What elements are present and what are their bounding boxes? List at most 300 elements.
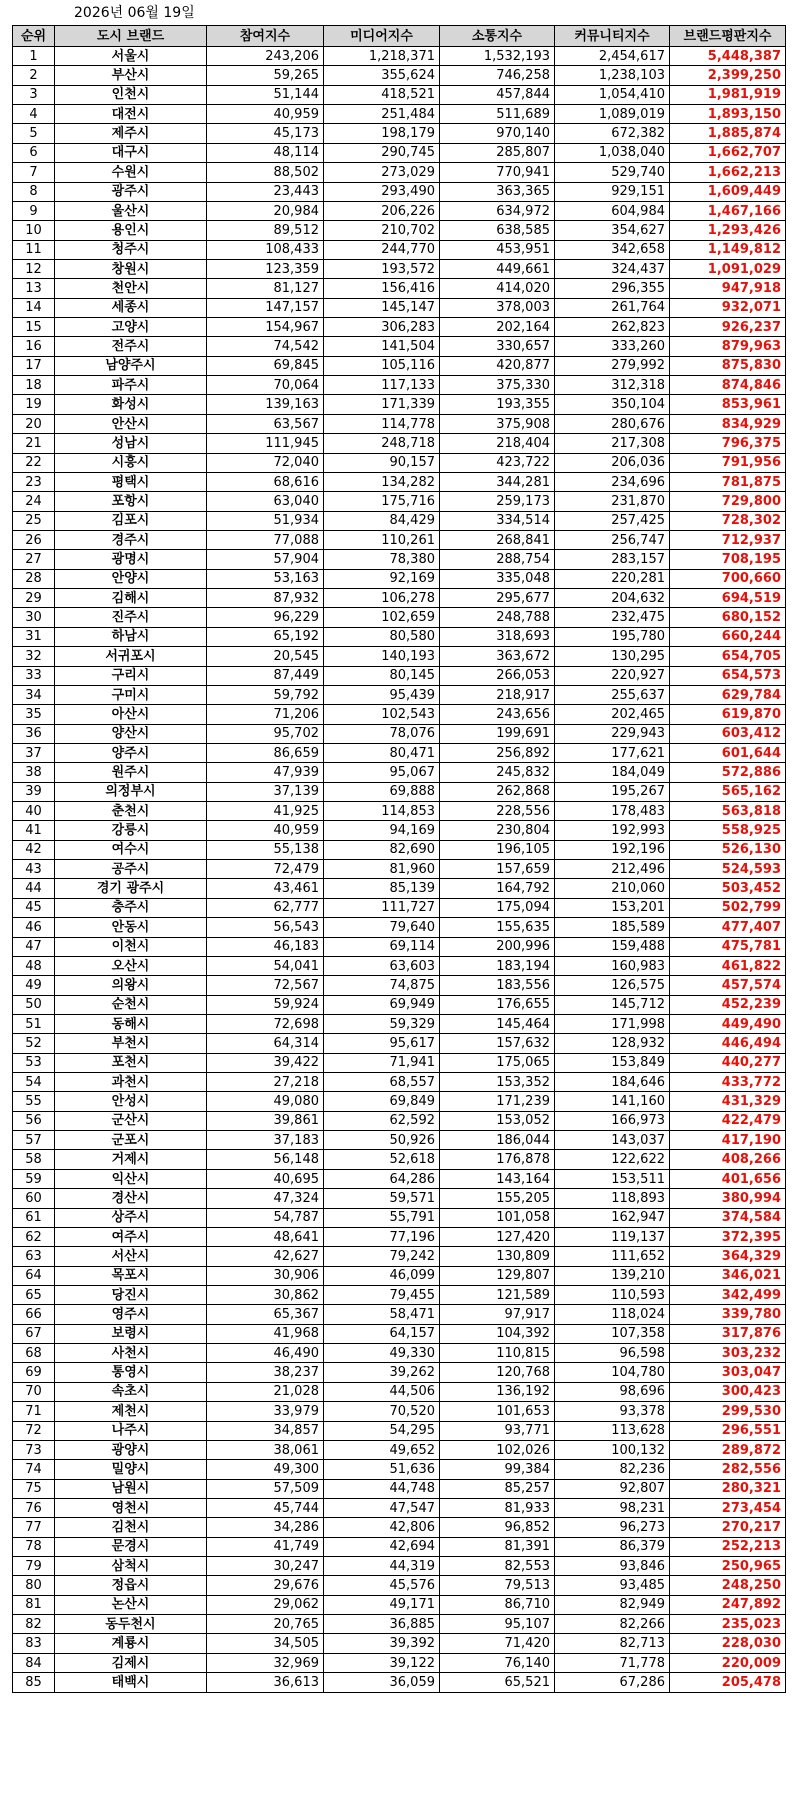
table-row — [13, 356, 786, 375]
community-cell: 206,036 — [555, 453, 670, 472]
city-cell: 충주시 — [55, 898, 207, 917]
table-row — [13, 1460, 786, 1479]
communication-cell: 176,655 — [440, 995, 555, 1014]
participation-cell: 47,324 — [207, 1189, 324, 1208]
participation-cell: 86,659 — [207, 743, 324, 762]
brand-score-cell: 660,244 — [670, 627, 786, 646]
table-row — [13, 221, 786, 240]
rank-cell: 12 — [13, 259, 55, 278]
rank-cell: 83 — [13, 1634, 55, 1653]
community-cell: 192,196 — [555, 840, 670, 859]
media-cell: 59,571 — [324, 1189, 440, 1208]
city-cell: 삼척시 — [55, 1557, 207, 1576]
city-cell: 구리시 — [55, 666, 207, 685]
rank-cell: 7 — [13, 163, 55, 182]
city-cell: 서울시 — [55, 47, 207, 66]
participation-cell: 45,173 — [207, 124, 324, 143]
communication-cell: 186,044 — [440, 1131, 555, 1150]
rank-cell: 14 — [13, 298, 55, 317]
communication-cell: 153,052 — [440, 1111, 555, 1130]
brand-score-cell: 1,091,029 — [670, 259, 786, 278]
city-cell: 광명시 — [55, 550, 207, 569]
city-cell: 통영시 — [55, 1363, 207, 1382]
brand-score-cell: 875,830 — [670, 356, 786, 375]
communication-cell: 423,722 — [440, 453, 555, 472]
media-cell: 90,157 — [324, 453, 440, 472]
rank-cell: 61 — [13, 1208, 55, 1227]
table-row — [13, 1189, 786, 1208]
participation-cell: 59,792 — [207, 685, 324, 704]
table-row — [13, 1382, 786, 1401]
rank-cell: 71 — [13, 1402, 55, 1421]
participation-cell: 40,959 — [207, 105, 324, 124]
participation-cell: 55,138 — [207, 840, 324, 859]
participation-cell: 88,502 — [207, 163, 324, 182]
community-cell: 220,281 — [555, 569, 670, 588]
table-row — [13, 1653, 786, 1672]
community-cell: 118,024 — [555, 1305, 670, 1324]
brand-score-cell: 374,584 — [670, 1208, 786, 1227]
city-cell: 거제시 — [55, 1150, 207, 1169]
participation-cell: 59,265 — [207, 66, 324, 85]
participation-cell: 51,144 — [207, 85, 324, 104]
communication-cell: 86,710 — [440, 1595, 555, 1614]
community-cell: 92,807 — [555, 1479, 670, 1498]
community-cell: 354,627 — [555, 221, 670, 240]
table-row — [13, 1518, 786, 1537]
media-cell: 105,116 — [324, 356, 440, 375]
participation-cell: 72,698 — [207, 1014, 324, 1033]
rank-cell: 80 — [13, 1576, 55, 1595]
table-row — [13, 337, 786, 356]
communication-cell: 1,532,193 — [440, 47, 555, 66]
rank-cell: 37 — [13, 743, 55, 762]
brand-score-cell: 457,574 — [670, 976, 786, 995]
rank-cell: 84 — [13, 1653, 55, 1672]
participation-cell: 243,206 — [207, 47, 324, 66]
brand-score-cell: 372,395 — [670, 1227, 786, 1246]
participation-cell: 39,422 — [207, 1053, 324, 1072]
communication-cell: 378,003 — [440, 298, 555, 317]
media-cell: 110,261 — [324, 530, 440, 549]
city-cell: 경산시 — [55, 1189, 207, 1208]
table-row — [13, 1169, 786, 1188]
community-cell: 128,932 — [555, 1034, 670, 1053]
communication-cell: 262,868 — [440, 782, 555, 801]
communication-cell: 288,754 — [440, 550, 555, 569]
participation-cell: 65,192 — [207, 627, 324, 646]
communication-cell: 375,330 — [440, 376, 555, 395]
brand-score-cell: 364,329 — [670, 1247, 786, 1266]
communication-cell: 102,026 — [440, 1440, 555, 1459]
participation-cell: 48,114 — [207, 143, 324, 162]
media-cell: 81,960 — [324, 860, 440, 879]
rank-cell: 62 — [13, 1227, 55, 1246]
media-cell: 78,380 — [324, 550, 440, 569]
communication-cell: 634,972 — [440, 201, 555, 220]
participation-cell: 53,163 — [207, 569, 324, 588]
rank-cell: 51 — [13, 1014, 55, 1033]
communication-cell: 770,941 — [440, 163, 555, 182]
media-cell: 77,196 — [324, 1227, 440, 1246]
rank-cell: 44 — [13, 879, 55, 898]
table-row — [13, 85, 786, 104]
rank-cell: 27 — [13, 550, 55, 569]
brand-score-cell: 273,454 — [670, 1498, 786, 1517]
communication-cell: 268,841 — [440, 530, 555, 549]
city-cell: 순천시 — [55, 995, 207, 1014]
table-row — [13, 647, 786, 666]
media-cell: 175,716 — [324, 492, 440, 511]
media-cell: 84,429 — [324, 511, 440, 530]
media-cell: 44,506 — [324, 1382, 440, 1401]
participation-cell: 38,061 — [207, 1440, 324, 1459]
participation-cell: 23,443 — [207, 182, 324, 201]
table-row — [13, 1150, 786, 1169]
rank-cell: 29 — [13, 589, 55, 608]
rank-cell: 39 — [13, 782, 55, 801]
rank-cell: 52 — [13, 1034, 55, 1053]
brand-score-cell: 502,799 — [670, 898, 786, 917]
participation-cell: 41,749 — [207, 1537, 324, 1556]
communication-cell: 453,951 — [440, 240, 555, 259]
rank-cell: 11 — [13, 240, 55, 259]
brand-score-cell: 446,494 — [670, 1034, 786, 1053]
media-cell: 106,278 — [324, 589, 440, 608]
community-cell: 261,764 — [555, 298, 670, 317]
brand-score-cell: 401,656 — [670, 1169, 786, 1188]
rank-cell: 41 — [13, 821, 55, 840]
rank-cell: 47 — [13, 937, 55, 956]
rank-cell: 73 — [13, 1440, 55, 1459]
rank-cell: 19 — [13, 395, 55, 414]
communication-cell: 245,832 — [440, 763, 555, 782]
rank-cell: 43 — [13, 860, 55, 879]
participation-cell: 108,433 — [207, 240, 324, 259]
media-cell: 102,543 — [324, 705, 440, 724]
communication-cell: 99,384 — [440, 1460, 555, 1479]
brand-score-cell: 280,321 — [670, 1479, 786, 1498]
table-row — [13, 569, 786, 588]
participation-cell: 57,509 — [207, 1479, 324, 1498]
community-cell: 171,998 — [555, 1014, 670, 1033]
table-row — [13, 956, 786, 975]
table-row — [13, 201, 786, 220]
rank-cell: 48 — [13, 956, 55, 975]
communication-cell: 200,996 — [440, 937, 555, 956]
brand-score-cell: 563,818 — [670, 802, 786, 821]
rank-cell: 6 — [13, 143, 55, 162]
community-cell: 113,628 — [555, 1421, 670, 1440]
rank-cell: 26 — [13, 530, 55, 549]
participation-cell: 54,787 — [207, 1208, 324, 1227]
participation-cell: 37,139 — [207, 782, 324, 801]
city-cell: 김해시 — [55, 589, 207, 608]
city-cell: 대전시 — [55, 105, 207, 124]
brand-score-cell: 1,467,166 — [670, 201, 786, 220]
media-cell: 134,282 — [324, 472, 440, 491]
header-communication-index: 소통지수 — [440, 26, 555, 47]
community-cell: 111,652 — [555, 1247, 670, 1266]
brand-ranking-table — [12, 25, 786, 1693]
communication-cell: 157,632 — [440, 1034, 555, 1053]
header-rank: 순위 — [13, 26, 55, 47]
participation-cell: 63,567 — [207, 414, 324, 433]
media-cell: 111,727 — [324, 898, 440, 917]
participation-cell: 29,676 — [207, 1576, 324, 1595]
rank-cell: 76 — [13, 1498, 55, 1517]
media-cell: 80,145 — [324, 666, 440, 685]
communication-cell: 363,672 — [440, 647, 555, 666]
communication-cell: 248,788 — [440, 608, 555, 627]
communication-cell: 153,352 — [440, 1073, 555, 1092]
participation-cell: 154,967 — [207, 318, 324, 337]
community-cell: 82,713 — [555, 1634, 670, 1653]
communication-cell: 335,048 — [440, 569, 555, 588]
community-cell: 119,137 — [555, 1227, 670, 1246]
table-row — [13, 840, 786, 859]
participation-cell: 59,924 — [207, 995, 324, 1014]
brand-score-cell: 694,519 — [670, 589, 786, 608]
participation-cell: 54,041 — [207, 956, 324, 975]
media-cell: 306,283 — [324, 318, 440, 337]
communication-cell: 81,933 — [440, 1498, 555, 1517]
communication-cell: 199,691 — [440, 724, 555, 743]
participation-cell: 65,367 — [207, 1305, 324, 1324]
city-cell: 광양시 — [55, 1440, 207, 1459]
rank-cell: 24 — [13, 492, 55, 511]
media-cell: 82,690 — [324, 840, 440, 859]
brand-score-cell: 572,886 — [670, 763, 786, 782]
media-cell: 49,652 — [324, 1440, 440, 1459]
brand-score-cell: 303,232 — [670, 1344, 786, 1363]
rank-cell: 1 — [13, 47, 55, 66]
community-cell: 220,927 — [555, 666, 670, 685]
brand-score-cell: 1,149,812 — [670, 240, 786, 259]
brand-score-cell: 270,217 — [670, 1518, 786, 1537]
community-cell: 153,849 — [555, 1053, 670, 1072]
table-row — [13, 1073, 786, 1092]
communication-cell: 193,355 — [440, 395, 555, 414]
brand-score-cell: 205,478 — [670, 1673, 786, 1692]
communication-cell: 121,589 — [440, 1286, 555, 1305]
city-cell: 청주시 — [55, 240, 207, 259]
table-row — [13, 879, 786, 898]
rank-cell: 28 — [13, 569, 55, 588]
media-cell: 210,702 — [324, 221, 440, 240]
city-cell: 세종시 — [55, 298, 207, 317]
participation-cell: 72,567 — [207, 976, 324, 995]
city-cell: 부천시 — [55, 1034, 207, 1053]
community-cell: 1,038,040 — [555, 143, 670, 162]
city-cell: 화성시 — [55, 395, 207, 414]
rank-cell: 15 — [13, 318, 55, 337]
table-row — [13, 511, 786, 530]
communication-cell: 129,807 — [440, 1266, 555, 1285]
brand-score-cell: 619,870 — [670, 705, 786, 724]
communication-cell: 101,058 — [440, 1208, 555, 1227]
communication-cell: 196,105 — [440, 840, 555, 859]
brand-score-cell: 603,412 — [670, 724, 786, 743]
table-row — [13, 1247, 786, 1266]
rank-cell: 67 — [13, 1324, 55, 1343]
brand-score-cell: 317,876 — [670, 1324, 786, 1343]
community-cell: 1,054,410 — [555, 85, 670, 104]
table-row — [13, 1034, 786, 1053]
community-cell: 153,201 — [555, 898, 670, 917]
rank-cell: 17 — [13, 356, 55, 375]
brand-score-cell: 700,660 — [670, 569, 786, 588]
city-cell: 수원시 — [55, 163, 207, 182]
media-cell: 251,484 — [324, 105, 440, 124]
rank-cell: 30 — [13, 608, 55, 627]
city-cell: 익산시 — [55, 1169, 207, 1188]
communication-cell: 155,635 — [440, 918, 555, 937]
table-row — [13, 492, 786, 511]
community-cell: 212,496 — [555, 860, 670, 879]
rank-cell: 25 — [13, 511, 55, 530]
table-row — [13, 608, 786, 627]
participation-cell: 72,040 — [207, 453, 324, 472]
community-cell: 178,483 — [555, 802, 670, 821]
participation-cell: 27,218 — [207, 1073, 324, 1092]
brand-score-cell: 228,030 — [670, 1634, 786, 1653]
header-city-brand: 도시 브랜드 — [55, 26, 207, 47]
media-cell: 290,745 — [324, 143, 440, 162]
communication-cell: 228,556 — [440, 802, 555, 821]
community-cell: 160,983 — [555, 956, 670, 975]
city-cell: 공주시 — [55, 860, 207, 879]
media-cell: 95,617 — [324, 1034, 440, 1053]
city-cell: 김천시 — [55, 1518, 207, 1537]
participation-cell: 34,505 — [207, 1634, 324, 1653]
media-cell: 64,286 — [324, 1169, 440, 1188]
participation-cell: 74,542 — [207, 337, 324, 356]
community-cell: 232,475 — [555, 608, 670, 627]
communication-cell: 164,792 — [440, 879, 555, 898]
community-cell: 231,870 — [555, 492, 670, 511]
communication-cell: 97,917 — [440, 1305, 555, 1324]
brand-score-cell: 728,302 — [670, 511, 786, 530]
table-row — [13, 434, 786, 453]
rank-cell: 75 — [13, 1479, 55, 1498]
rank-cell: 63 — [13, 1247, 55, 1266]
rank-cell: 34 — [13, 685, 55, 704]
communication-cell: 145,464 — [440, 1014, 555, 1033]
media-cell: 156,416 — [324, 279, 440, 298]
communication-cell: 183,194 — [440, 956, 555, 975]
city-cell: 계룡시 — [55, 1634, 207, 1653]
city-cell: 강릉시 — [55, 821, 207, 840]
rank-cell: 50 — [13, 995, 55, 1014]
table-row — [13, 1111, 786, 1130]
brand-score-cell: 654,573 — [670, 666, 786, 685]
city-cell: 전주시 — [55, 337, 207, 356]
communication-cell: 511,689 — [440, 105, 555, 124]
community-cell: 107,358 — [555, 1324, 670, 1343]
community-cell: 98,231 — [555, 1498, 670, 1517]
community-cell: 279,992 — [555, 356, 670, 375]
participation-cell: 95,702 — [207, 724, 324, 743]
community-cell: 104,780 — [555, 1363, 670, 1382]
brand-score-cell: 565,162 — [670, 782, 786, 801]
rank-cell: 18 — [13, 376, 55, 395]
city-cell: 경기 광주시 — [55, 879, 207, 898]
brand-score-cell: 2,399,250 — [670, 66, 786, 85]
media-cell: 69,949 — [324, 995, 440, 1014]
rank-cell: 21 — [13, 434, 55, 453]
participation-cell: 63,040 — [207, 492, 324, 511]
media-cell: 42,694 — [324, 1537, 440, 1556]
participation-cell: 64,314 — [207, 1034, 324, 1053]
communication-cell: 155,205 — [440, 1189, 555, 1208]
media-cell: 58,471 — [324, 1305, 440, 1324]
brand-score-cell: 449,490 — [670, 1014, 786, 1033]
communication-cell: 175,094 — [440, 898, 555, 917]
brand-score-cell: 524,593 — [670, 860, 786, 879]
brand-score-cell: 475,781 — [670, 937, 786, 956]
communication-cell: 295,677 — [440, 589, 555, 608]
rank-cell: 9 — [13, 201, 55, 220]
brand-score-cell: 417,190 — [670, 1131, 786, 1150]
rank-cell: 20 — [13, 414, 55, 433]
table-row — [13, 1131, 786, 1150]
rank-cell: 82 — [13, 1615, 55, 1634]
brand-score-cell: 1,893,150 — [670, 105, 786, 124]
participation-cell: 32,969 — [207, 1653, 324, 1672]
community-cell: 184,049 — [555, 763, 670, 782]
media-cell: 74,875 — [324, 976, 440, 995]
brand-score-cell: 654,705 — [670, 647, 786, 666]
brand-score-cell: 235,023 — [670, 1615, 786, 1634]
community-cell: 110,593 — [555, 1286, 670, 1305]
table-row — [13, 705, 786, 724]
table-row — [13, 1092, 786, 1111]
city-cell: 울산시 — [55, 201, 207, 220]
communication-cell: 183,556 — [440, 976, 555, 995]
table-row — [13, 937, 786, 956]
city-cell: 밀양시 — [55, 1460, 207, 1479]
city-cell: 구미시 — [55, 685, 207, 704]
city-cell: 영천시 — [55, 1498, 207, 1517]
media-cell: 50,926 — [324, 1131, 440, 1150]
communication-cell: 363,365 — [440, 182, 555, 201]
participation-cell: 68,616 — [207, 472, 324, 491]
city-cell: 인천시 — [55, 85, 207, 104]
table-row — [13, 1227, 786, 1246]
brand-score-cell: 300,423 — [670, 1382, 786, 1401]
community-cell: 96,273 — [555, 1518, 670, 1537]
media-cell: 198,179 — [324, 124, 440, 143]
brand-score-cell: 729,800 — [670, 492, 786, 511]
participation-cell: 51,934 — [207, 511, 324, 530]
media-cell: 63,603 — [324, 956, 440, 975]
city-cell: 양산시 — [55, 724, 207, 743]
city-cell: 춘천시 — [55, 802, 207, 821]
communication-cell: 218,404 — [440, 434, 555, 453]
participation-cell: 46,490 — [207, 1344, 324, 1363]
community-cell: 195,780 — [555, 627, 670, 646]
table-row — [13, 1053, 786, 1072]
participation-cell: 20,765 — [207, 1615, 324, 1634]
communication-cell: 256,892 — [440, 743, 555, 762]
city-cell: 속초시 — [55, 1382, 207, 1401]
table-row — [13, 1440, 786, 1459]
city-cell: 태백시 — [55, 1673, 207, 1692]
media-cell: 39,262 — [324, 1363, 440, 1382]
city-cell: 보령시 — [55, 1324, 207, 1343]
participation-cell: 33,979 — [207, 1402, 324, 1421]
